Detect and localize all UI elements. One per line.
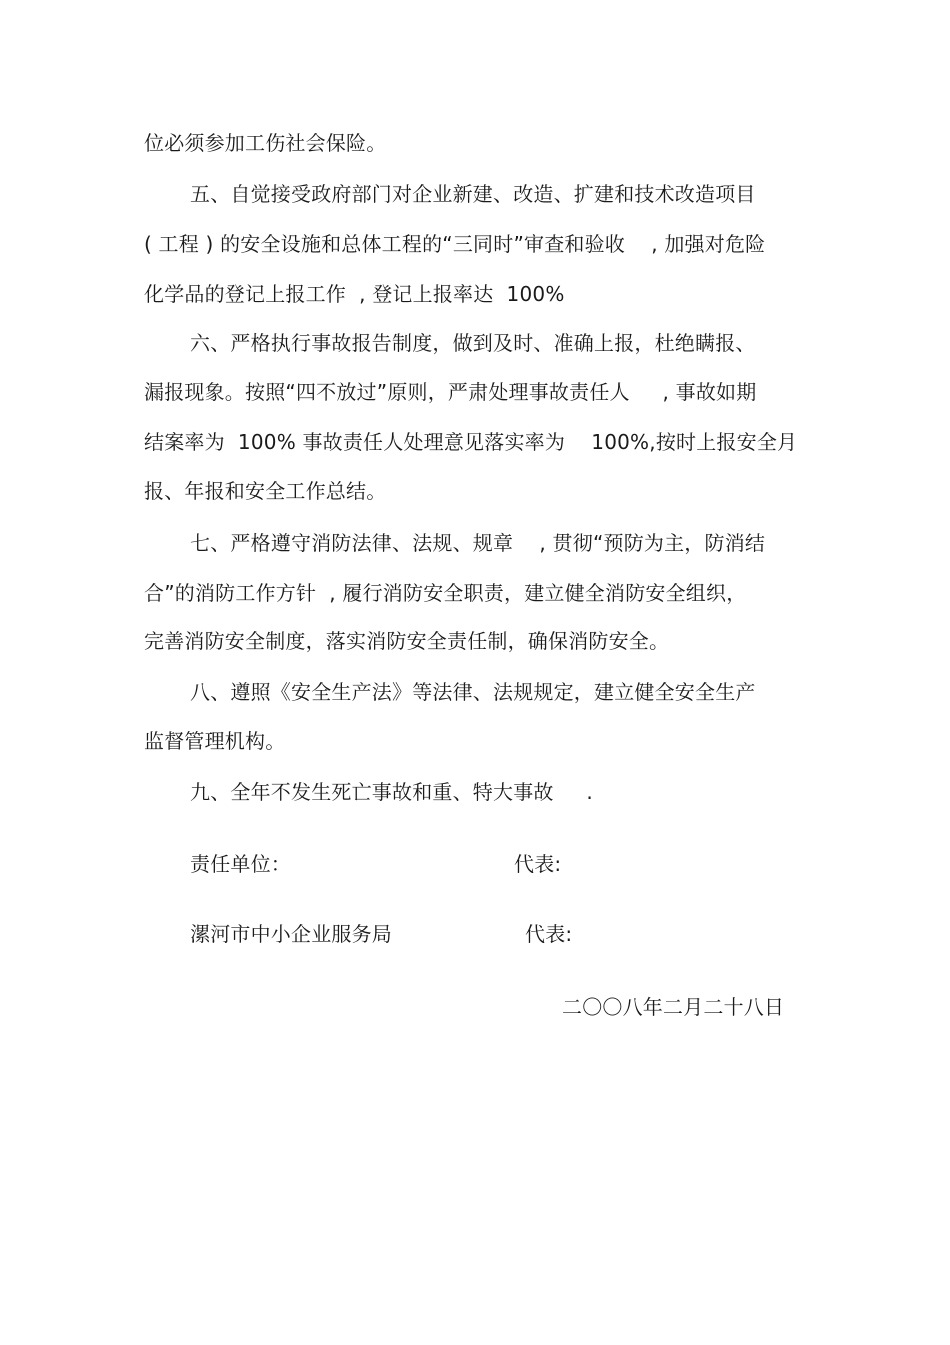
- representative-label-1: 代表:: [514, 852, 562, 876]
- paragraph-line: 报、年报和安全工作总结。: [144, 479, 387, 503]
- paragraph-line: 九、全年不发生死亡事故和重、特大事故 .: [190, 780, 593, 804]
- paragraph-line: 结案率为 100% 事故责任人处理意见落实率为 100%,按时上报安全月: [144, 430, 798, 454]
- paragraph-line: 五、自觉接受政府部门对企业新建、改造、扩建和技术改造项目: [190, 182, 756, 206]
- organization-name: 漯河市中小企业服务局: [190, 922, 392, 946]
- paragraph-line: 七、严格遵守消防法律、法规、规章 , 贯彻“预防为主，防消结: [190, 531, 766, 555]
- paragraph-line: 八、遵照《安全生产法》等法律、法规规定，建立健全安全生产: [190, 680, 756, 704]
- document-date: 二〇〇八年二月二十八日: [562, 995, 785, 1019]
- paragraph-line: ( 工程 ) 的安全设施和总体工程的“三同时”审查和验收 , 加强对危险: [144, 232, 766, 256]
- responsible-unit-label: 责任单位：: [190, 852, 291, 876]
- paragraph-line: 漏报现象。按照“四不放过”原则，严肃处理事故责任人 , 事故如期: [144, 380, 757, 404]
- paragraph-line: 完善消防安全制度，落实消防安全责任制，确保消防安全。: [144, 629, 670, 653]
- representative-label-2: 代表:: [525, 922, 573, 946]
- paragraph-line: 六、严格执行事故报告制度，做到及时、准确上报，杜绝瞒报、: [190, 331, 756, 355]
- paragraph-line: 合”的消防工作方针 , 履行消防安全职责，建立健全消防安全组织，: [144, 581, 747, 605]
- paragraph-line: 化学品的登记上报工作 , 登记上报率达 100%: [144, 282, 565, 306]
- paragraph-line: 位必须参加工伤社会保险。: [144, 131, 387, 155]
- paragraph-line: 监督管理机构。: [144, 729, 286, 753]
